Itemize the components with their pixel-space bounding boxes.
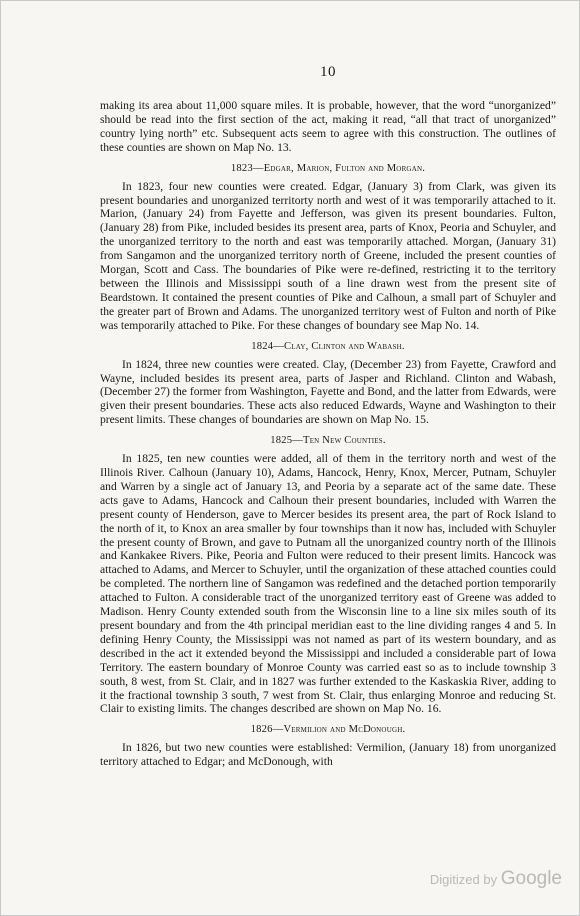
section-heading-1826 (100, 723, 556, 736)
paragraph-1826: In 1826, but two new counties were established: Vermilion, (January 18) from unorganized territory attached to Edgar; and McDonough, with (100, 741, 556, 769)
document-page (100, 64, 556, 769)
watermark-prefix: Digitized by (429, 872, 498, 887)
section-heading-1825 (100, 434, 556, 447)
paragraph-1823: In 1823, four new counties were created. Edgar, (January 3) from Clark, was given its present boundaries and unorganized territorty north and west of it was temporarily attached to it. Marion, (January 24) from Fayette and Jefferson, was given its present boundaries. Fulton, (January 28) from Pike, included besides its present area, parts of Knox, Peoria and Schuyler, and the unorganized territory to the north and east was temporarily attached. Morgan, (January 31) from Sangamon and the unorganized territory north of Greene, included the present counties of Morgan, Scott and Cass. The boundaries of Pike were re-defined, restricting it to the territory between the Illinois and Mississippi south of a line drawn west from the present site of Beardstown. It contained the present counties of Pike and Calhoun, a small part of Schuyler and the greater part of Brown and Adams. The unorganized territory west of Fulton and north of Pike was temporarily attached to Pike. For these changes of boundary see Map No. 14. (100, 179, 556, 332)
heading-year: 1826— (250, 724, 284, 736)
digitized-watermark (430, 868, 562, 890)
heading-title: Ten New Counties. (303, 435, 386, 447)
section-heading-1823 (100, 162, 556, 175)
heading-title: Vermilion and McDonough. (283, 724, 406, 736)
heading-title: Edgar, Marion, Fulton and Morgan. (263, 162, 426, 174)
heading-year: 1824— (251, 340, 285, 352)
heading-title: Clay, Clinton and Wabash. (284, 340, 405, 352)
paragraph-1825: In 1825, ten new counties were added, all of them in the territory north and west of the Illinois River. Calhoun (January 10), Adams, Hancock, Henry, Knox, Mercer, Putnam, Schuyler and Warren by a single act of January 13, and Peoria by a separate act of the same date. These acts gave to Adams, Hancock and Calhoun their present boundaries, included with Warren the present county of Henderson, gave to Mercer besides its present area, the part of Rock Island to the north of it, to Knox an area smaller by four townships than it now has, included with Schuyler the present county of Brown, and gave to Putnam all the unorganized country north of the Illinois and Kankakee Rivers. Pike, Peoria and Fulton were reduced to their present limits. Hancock was attached to Adams, and Mercer to Schuyler, until the organization of these attached counties could be completed. The northern line of Sangamon was redefined and the detached portion temporarily attached to Fulton. A considerable tract of the unorganized territory east of Greene was added to Madison. Henry County extended south from the Wisconsin line to a line six miles south of its present boundary and from the 4th principal meridian east to the line dividing ranges 4 and 5. In defining Henry County, the Mississippi was not named as part of its western boundary, and as described in the act it extended beyond the Mississippi and included a considerable part of Iowa Territory. The eastern boundary of Monroe County was carried east so as to include township 3 south, 8 west, from St. Clair, and in 1827 was further extended to the Kaskaskia River, adding to it the fractional township 3 south, 7 west from St. Clair, thus enlarging Monroe and reducing St. Clair to existing limits. The changes described are shown on Map No. 16. (100, 452, 556, 716)
paragraph-intro: making its area about 11,000 square miles. It is probable, however, that the word “unorganized” should be read into the first section of the act, making it read, “all that tract of unorganized” country lying north” etc. Subsequent acts seem to agree with this construction. The outlines of these counties are shown on Map No. 13. (100, 99, 556, 154)
section-heading-1824 (100, 340, 556, 353)
watermark-brand: Google (500, 868, 562, 889)
paragraph-1824: In 1824, three new counties were created. Clay, (December 23) from Fayette, Crawford and Wayne, included besides its present area, parts of Jasper and Richland. Clinton and Wabash, (December 27) the former from Washington, Fayette and Bond, and the latter from Edwards, were given their present boundaries. These acts also reduced Edwards, Wayne and Washington to their present limits. These changes of boundaries are shown on Map No. 15. (100, 357, 556, 427)
page-number: 10 (320, 64, 336, 80)
heading-year: 1825— (270, 435, 304, 447)
heading-year: 1823— (230, 162, 264, 174)
